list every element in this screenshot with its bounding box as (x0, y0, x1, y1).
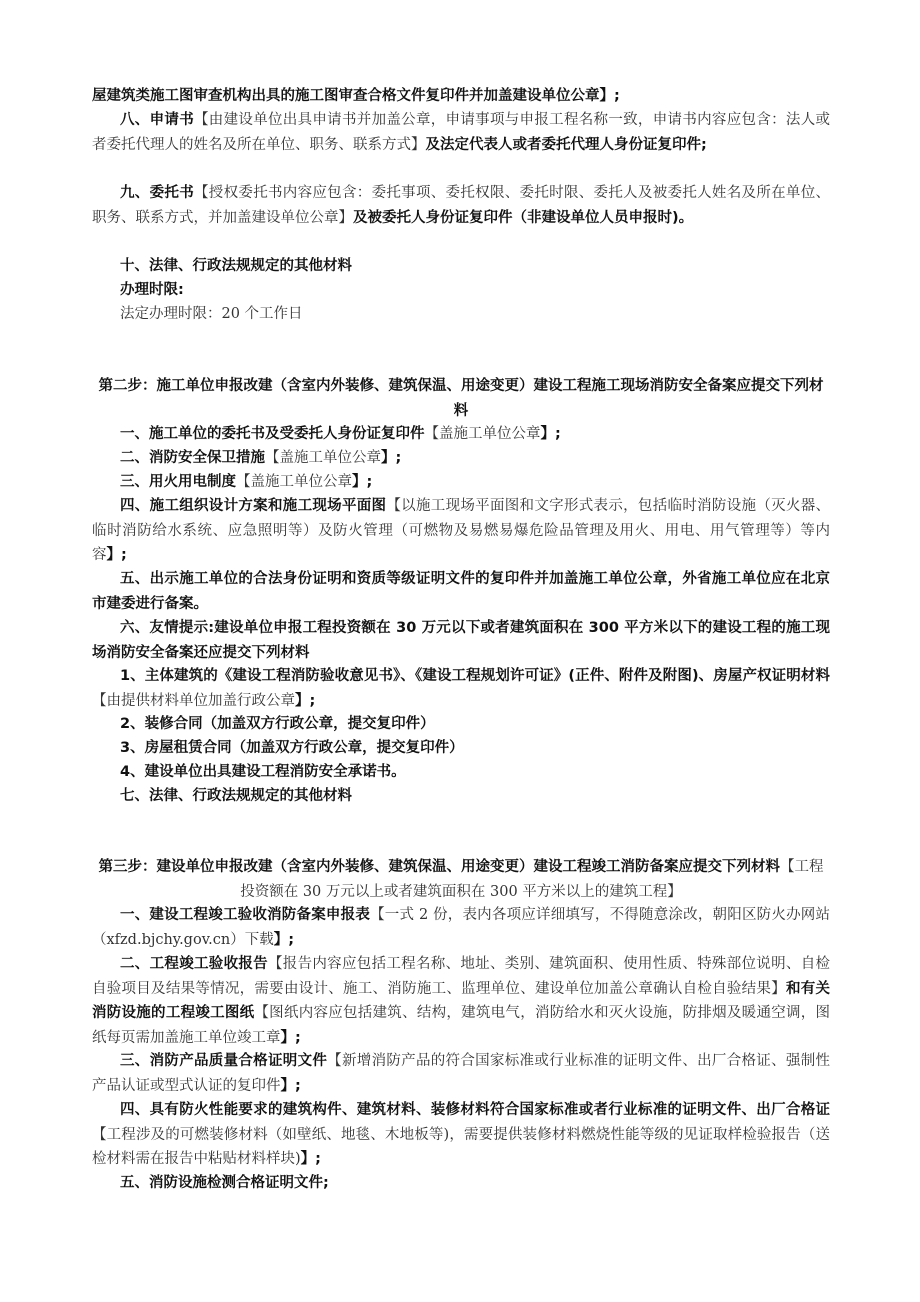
step2-item-1: 一、施工单位的委托书及受委托人身份证复印件【盖施工单位公章】; (120, 426, 561, 442)
step2-item-3: 三、用火用电制度【盖施工单位公章】; (120, 474, 373, 490)
step3-item-2: 二、工程竣工验收报告【报告内容应包括工程名称、地址、类别、建筑面积、使用性质、特殊部位说明、自检自验项目及结果等情况，需要由设计、施工、消防施工、监理单位、建设单位加盖公章确认自检自验结果】和有关消防设施的工程竣工图纸【图纸内容应包括建筑、结构，建筑电气，消防给水和灭火设施，防排烟及暖通空调，图纸每页需加盖施工单位竣工章】; (92, 956, 831, 1046)
step-2-heading: 第二步：施工单位申报改建（含室内外装修、建筑保温、用途变更）建设工程施工现场消防安全备案应提交下列材料 (98, 378, 824, 419)
item-10-other-materials: 十、法律、行政法规规定的其他材料 (120, 258, 352, 274)
item-8-application: 八、申请书【由建设单位出具申请书并加盖公章，申请事项与申报工程名称一致，申请书内容应包含：法人或者委托代理人的姓名及所在单位、职务、联系方式】及法定代表人或者委托代理人身份证复印件; (92, 112, 831, 153)
step3-item-5: 五、消防设施检测合格证明文件; (120, 1175, 329, 1191)
step-3-heading: 第三步：建设单位申报改建（含室内外装修、建筑保温、用途变更）建设工程竣工消防备案应提交下列材料【工程投资额在 30 万元以上或者建筑面积在 300 平方米以上的建筑工程】 (98, 859, 824, 900)
step2-sub-3: 3、房屋租赁合同（加盖双方行政公章，提交复印件） (120, 740, 464, 756)
step3-item-3: 三、消防产品质量合格证明文件【新增消防产品的符合国家标准或行业标准的证明文件、出厂合格证、强制性产品认证或型式认证的复印件】; (92, 1053, 830, 1094)
step2-item-5: 五、出示施工单位的合法身份证明和资质等级证明文件的复印件并加盖施工单位公章，外省施工单位应在北京市建委进行备案。 (92, 571, 830, 612)
step2-sub-2: 2、装修合同（加盖双方行政公章，提交复印件） (120, 716, 435, 732)
step2-item-7: 七、法律、行政法规规定的其他材料 (120, 788, 352, 804)
processing-time-label: 办理时限: (120, 282, 184, 298)
step2-item-4: 四、施工组织设计方案和施工现场平面图【以施工现场平面图和文字形式表示，包括临时消防设施（灭火器、临时消防给水系统、应急照明等）及防火管理（可燃物及易燃易爆危险品管理及用火、用电、用气管理等）等内容】; (92, 498, 831, 564)
step2-sub-4: 4、建设单位出具建设工程消防安全承诺书。 (120, 764, 406, 780)
step3-item-4: 四、具有防火性能要求的建筑构件、建筑材料、装修材料符合国家标准或者行业标准的证明文件、出厂合格证【工程涉及的可燃装修材料（如壁纸、地毯、木地板等)，需要提供装修材料燃烧性能等级的见证取样检验报告（送检材料需在报告中粘贴材料样块)】; (92, 1102, 830, 1168)
paragraph-drawing-review: 屋建筑类施工图审查机构出具的施工图审查合格文件复印件并加盖建设单位公章】; (92, 88, 620, 104)
item-9-power-of-attorney: 九、委托书【授权委托书内容应包含：委托事项、委托权限、委托时限、委托人及被委托人姓名及所在单位、职务、联系方式，并加盖建设单位公章】及被委托人身份证复印件（非建设单位人员申报时)。 (92, 185, 831, 226)
step2-item-6-tip: 六、友情提示:建设单位申报工程投资额在 30 万元以下或者建筑面积在 300 平方米以下的建设工程的施工现场消防安全备案还应提交下列材料 (92, 620, 830, 661)
processing-time-value: 法定办理时限：20 个工作日 (120, 306, 303, 322)
step2-item-2: 二、消防安全保卫措施【盖施工单位公章】; (120, 450, 402, 466)
step2-sub-1: 1、主体建筑的《建设工程消防验收意见书》、《建设工程规划许可证》(正件、附件及附图)、房屋产权证明材料【由提供材料单位加盖行政公章】; (92, 668, 830, 709)
step3-item-1: 一、建设工程竣工验收消防备案申报表【一式 2 份，表内各项应详细填写，不得随意涂改，朝阳区防火办网站（xfzd.bjchy.gov.cn）下载】; (92, 907, 830, 948)
